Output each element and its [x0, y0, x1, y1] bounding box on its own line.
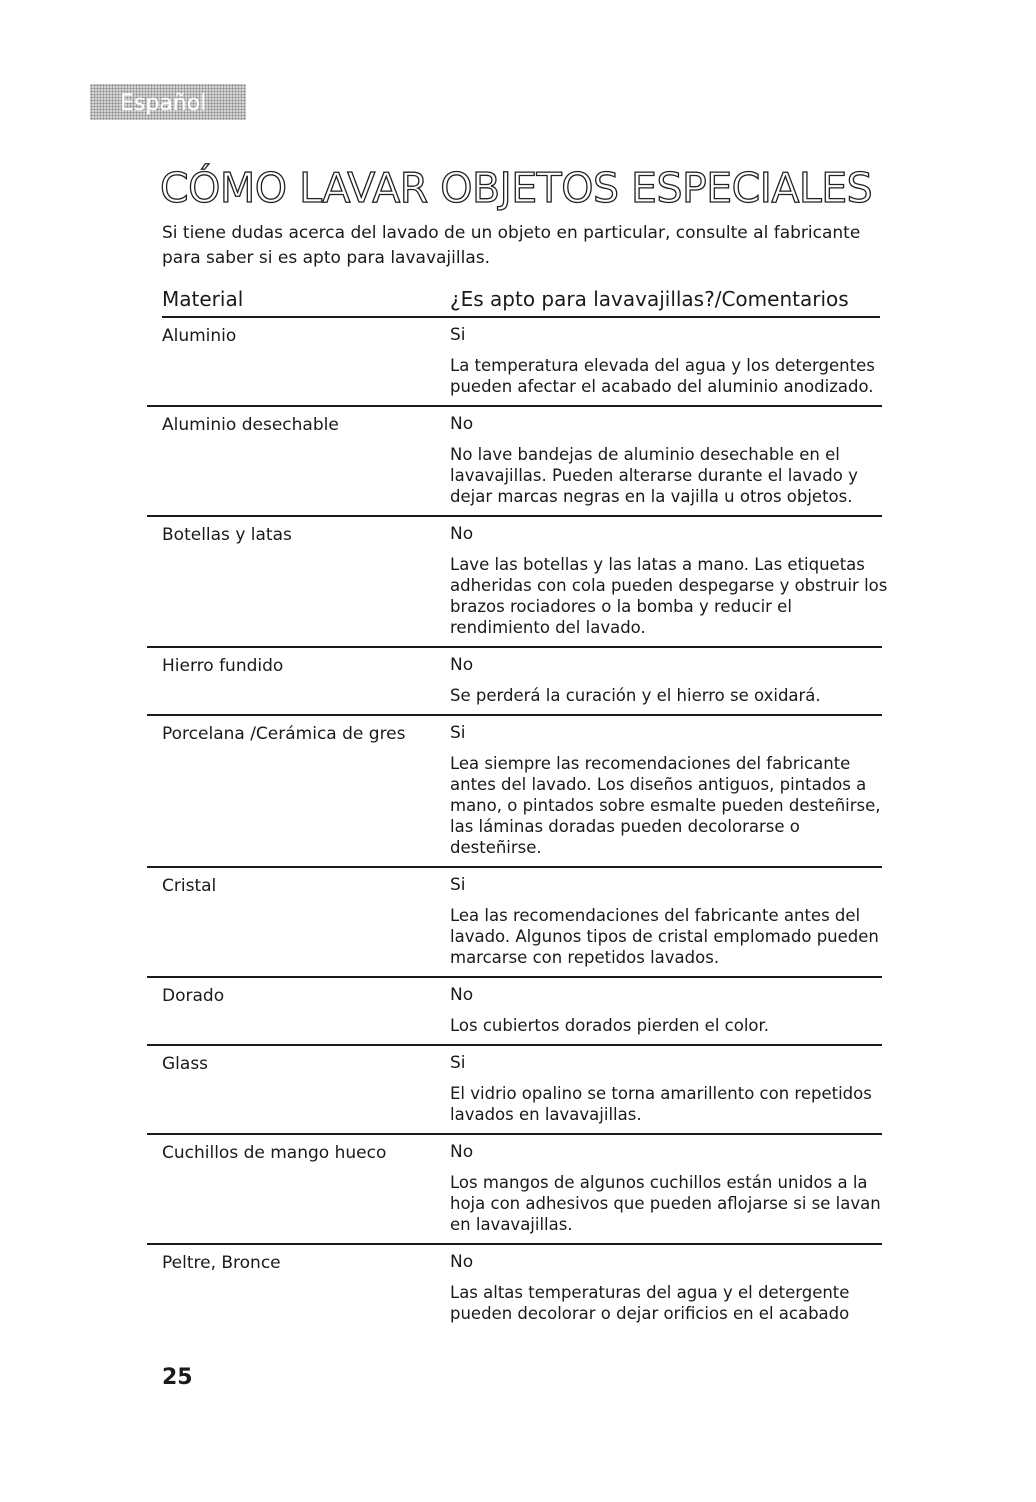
- row-comment: Lea las recomendaciones del fabricante antes del lavado. Algunos tipos de cristal emplomado pueden marcarse con repetidos lavados.: [450, 906, 879, 967]
- row-material: Glass: [162, 1054, 209, 1074]
- row-material: Hierro fundido: [162, 656, 284, 676]
- page-number: 25: [162, 1365, 193, 1390]
- row-dishwasher-safe: No: [450, 414, 474, 434]
- column-header-material: Material: [162, 287, 244, 311]
- row-comment: La temperatura elevada del agua y los detergentes pueden afectar el acabado del aluminio anodizado.: [450, 356, 875, 396]
- table-row: [147, 1135, 882, 1245]
- row-comment: Las altas temperaturas del agua y el detergente pueden decolorar o dejar orificios en el acabado: [450, 1283, 850, 1323]
- row-material: Peltre, Bronce: [162, 1253, 281, 1273]
- table-row: [147, 318, 882, 407]
- row-material: Botellas y latas: [162, 525, 292, 545]
- row-comment: No lave bandejas de aluminio desechable en el lavavajillas. Pueden alterarse durante el lavado y dejar marcas negras en la vajilla u otros objetos.: [450, 445, 858, 506]
- materials-table: [147, 318, 888, 1332]
- row-material: Porcelana /Cerámica de gres: [162, 724, 406, 744]
- row-material: Cuchillos de mango hueco: [162, 1143, 387, 1163]
- row-comment: El vidrio opalino se torna amarillento con repetidos lavados en lavavajillas.: [450, 1084, 872, 1124]
- row-dishwasher-safe: No: [450, 1142, 474, 1162]
- table-row: [147, 407, 882, 517]
- row-material: Dorado: [162, 986, 225, 1006]
- table-row: [147, 978, 882, 1046]
- row-dishwasher-safe: Si: [450, 723, 466, 743]
- row-comment: Lave las botellas y las latas a mano. Las etiquetas adheridas con cola pueden despegarse y obstruir los brazos rociadores o la bomba y reducir el rendimiento del lavado.: [450, 555, 888, 637]
- table-row: [147, 716, 882, 868]
- row-dishwasher-safe: No: [450, 655, 474, 675]
- intro-paragraph: Si tiene dudas acerca del lavado de un objeto en particular, consulte al fabricante para saber si es apto para lavavajillas.: [162, 223, 861, 268]
- row-dishwasher-safe: No: [450, 524, 474, 544]
- row-material: Aluminio desechable: [162, 415, 339, 435]
- row-dishwasher-safe: Si: [450, 875, 466, 895]
- table-row: [147, 1245, 882, 1332]
- table-row: [147, 1046, 882, 1135]
- row-comment: Los mangos de algunos cuchillos están unidos a la hoja con adhesivos que pueden aflojarse si se lavan en lavavajillas.: [450, 1173, 881, 1234]
- row-comment: Los cubiertos dorados pierden el color.: [450, 1016, 770, 1035]
- language-tab: Español: [90, 84, 246, 120]
- row-material: Aluminio: [162, 326, 237, 346]
- row-dishwasher-safe: Si: [450, 1053, 466, 1073]
- table-row: [147, 868, 882, 978]
- column-header-dishwasher-safe: ¿Es apto para lavavajillas?/Comentarios: [450, 287, 849, 311]
- table-header: [162, 284, 880, 318]
- table-row: [147, 648, 882, 716]
- row-dishwasher-safe: No: [450, 985, 474, 1005]
- row-material: Cristal: [162, 876, 217, 896]
- table-row: [147, 517, 888, 648]
- row-comment: Se perderá la curación y el hierro se oxidará.: [450, 686, 821, 705]
- row-comment: Lea siempre las recomendaciones del fabricante antes del lavado. Los diseños antiguos, pintados a mano, o pintados sobre esmalte pueden desteñirse, las láminas doradas pueden decolorarse o desteñirse.: [450, 754, 881, 857]
- row-dishwasher-safe: No: [450, 1252, 474, 1272]
- row-dishwasher-safe: Si: [450, 325, 466, 345]
- page-title: CÓMO LAVAR OBJETOS ESPECIALES: [160, 164, 873, 212]
